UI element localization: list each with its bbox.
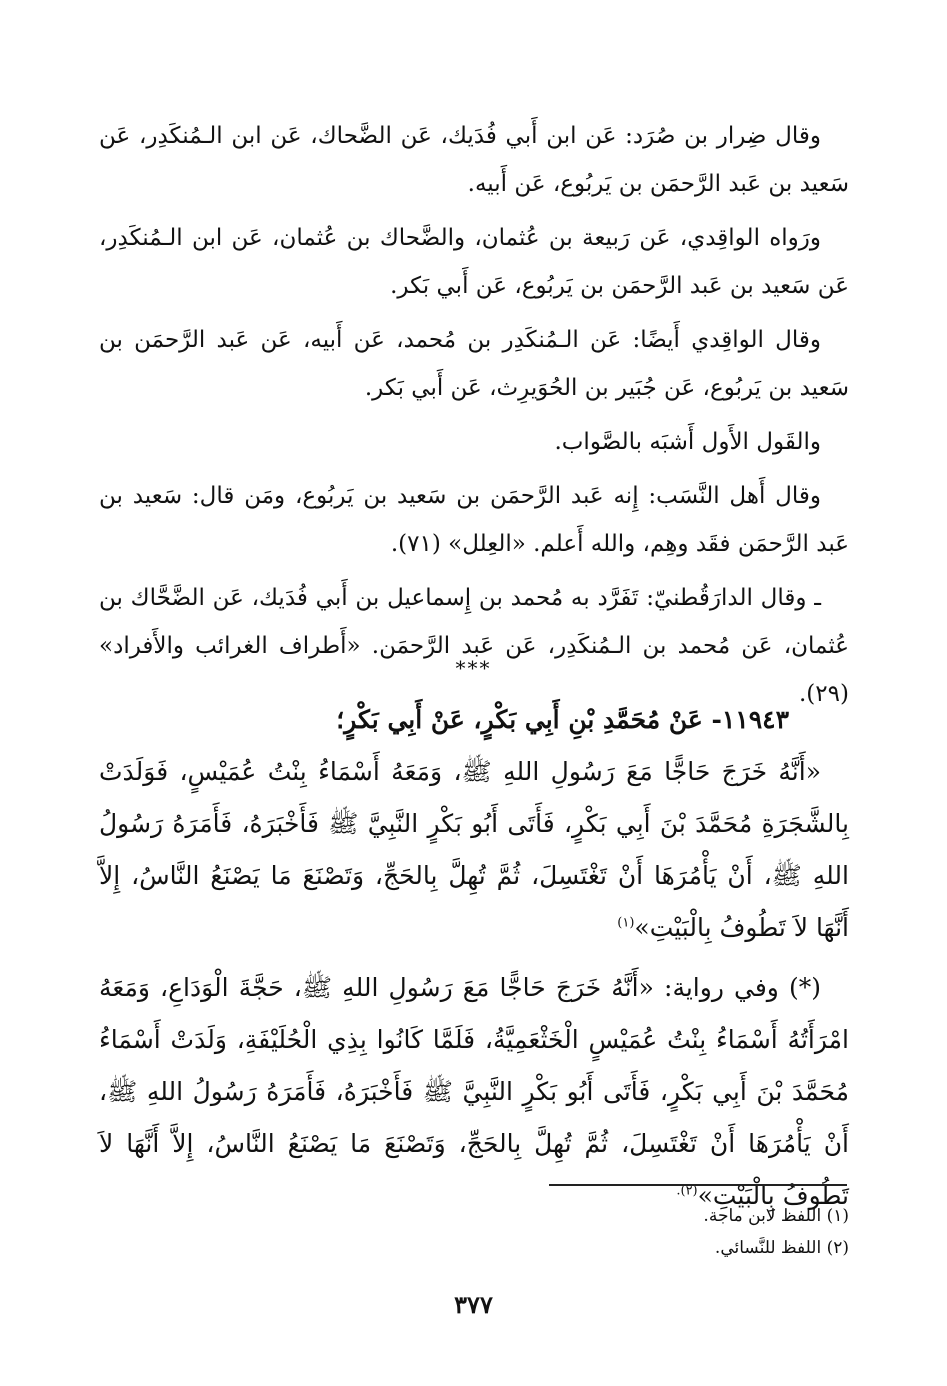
variant-text: (*) وفي رواية: «أَنَّهُ خَرَجَ حَاجًّا مَعَ رَسُولِ اللهِ ﷺ، حَجَّةَ الْوَدَاعِ، وَمَعَهُ امْرَأَتُهُ أَسْمَاءُ بِنْتُ عُمَيْسٍ الْخَثْعَمِيَّةُ، فَلَمَّا كَانُوا بِذِي الْحُلَيْفَةِ، وَلَدَتْ أَسْمَاءُ مُحَمَّدَ بْنَ أَبِي بَكْرٍ، فَأَتَى أَبُو بَكْرٍ النَّبِيَّ ﷺ فَأَخْبَرَهُ، فَأَمَرَهُ رَسُولُ اللهِ ﷺ، أَنْ يَأْمُرَهَا أَنْ تَغْتَسِلَ، ثُمَّ تُهِلَّ بِالحَجِّ، وَتَصْنَعَ مَا يَصْنَعُ النَّاسُ، إِلاَّ أَنَّهَا لاَ تَطُوفُ بِالْبَيْتِ»: [99, 973, 849, 1210]
hadith-variant: [99, 962, 849, 1222]
paragraph: وقال ضِرار بن صُرَد: عَن ابن أَبي فُدَيك، عَن الضَّحاك، عَن ابن الـمُنكَدِر، عَن سَعيد بن عَبد الرَّحمَن بن يَربُوع، عَن أَبيه.: [99, 123, 849, 197]
footnote-ref: (٢).: [676, 1183, 698, 1199]
footnote: (١) اللفظ لابن ماجة.: [703, 1206, 849, 1226]
section-separator: ***: [455, 656, 492, 680]
footnote-ref: (١): [617, 915, 635, 931]
hadith-heading: ١١٩٤٣- عَنْ مُحَمَّدِ بْنِ أَبِي بَكْرٍ، عَنْ أَبِي بَكْرٍ؛: [336, 705, 789, 734]
footnote: (٢) اللفظ للنَّسائي.: [714, 1238, 849, 1258]
paragraph: ورَواه الواقِدي، عَن رَبيعة بن عُثمان، والضَّحاك بن عُثمان، عَن ابن الـمُنكَدِر، عَن سَعيد بن عَبد الرَّحمَن بن يَربُوع، عَن أَبي بَكر.: [99, 225, 849, 299]
paragraph: ـ وقال الدارَقُطنيّ: تَفَرَّد به مُحمد بن إِسماعيل بن أَبي فُدَيك، عَن الضَّحَّاك بن عُثمان، عَن مُحمد بن الـمُنكَدِر، عَن عَبد الرَّحمَن. «أَطراف الغرائب والأَفراد» (٢٩).: [99, 585, 849, 707]
commentary-text: [99, 112, 849, 724]
hadith-text: [99, 746, 849, 954]
hadith-entry: [99, 694, 849, 1222]
paragraph: وقال الواقِدي أَيضًا: عَن الـمُنكَدِر بن مُحمد، عَن أَبيه، عَن عَبد الرَّحمَن بن سَعيد بن يَربُوع، عَن جُبَير بن الحُوَيرِث، عَن أَبي بَكر.: [99, 327, 849, 401]
footnotes: [99, 1200, 849, 1264]
hadith-matn: «أَنَّهُ خَرَجَ حَاجًّا مَعَ رَسُولِ اللهِ ﷺ، وَمَعَهُ أَسْمَاءُ بِنْتُ عُمَيْسٍ، فَوَلَدَتْ بِالشَّجَرَةِ مُحَمَّدَ بْنَ أَبِي بَكْرٍ، فَأَتَى أَبُو بَكْرٍ النَّبِيَّ ﷺ فَأَخْبَرَهُ، فَأَمَرَهُ رَسُولُ اللهِ ﷺ، أَنْ يَأْمُرَهَا أَنْ تَغْتَسِلَ، ثُمَّ تُهِلَّ بِالحَجِّ، وَتَصْنَعَ مَا يَصْنَعُ النَّاسُ، إِلاَّ أَنَّهَا لاَ تَطُوفُ بِالْبَيْتِ»: [99, 757, 849, 942]
page-number: ٣٧٧: [454, 1290, 493, 1319]
paragraph: وقال أَهل النَّسَب: إِنه عَبد الرَّحمَن بن سَعيد بن يَربُوع، ومَن قال: سَعيد بن عَبد الرَّحمَن فقَد وهِم، والله أَعلم. «العِلل» (٧١).: [99, 483, 849, 557]
footnote-divider: [549, 1184, 847, 1186]
paragraph: والقَول الأَول أَشبَه بالصَّواب.: [554, 429, 821, 455]
